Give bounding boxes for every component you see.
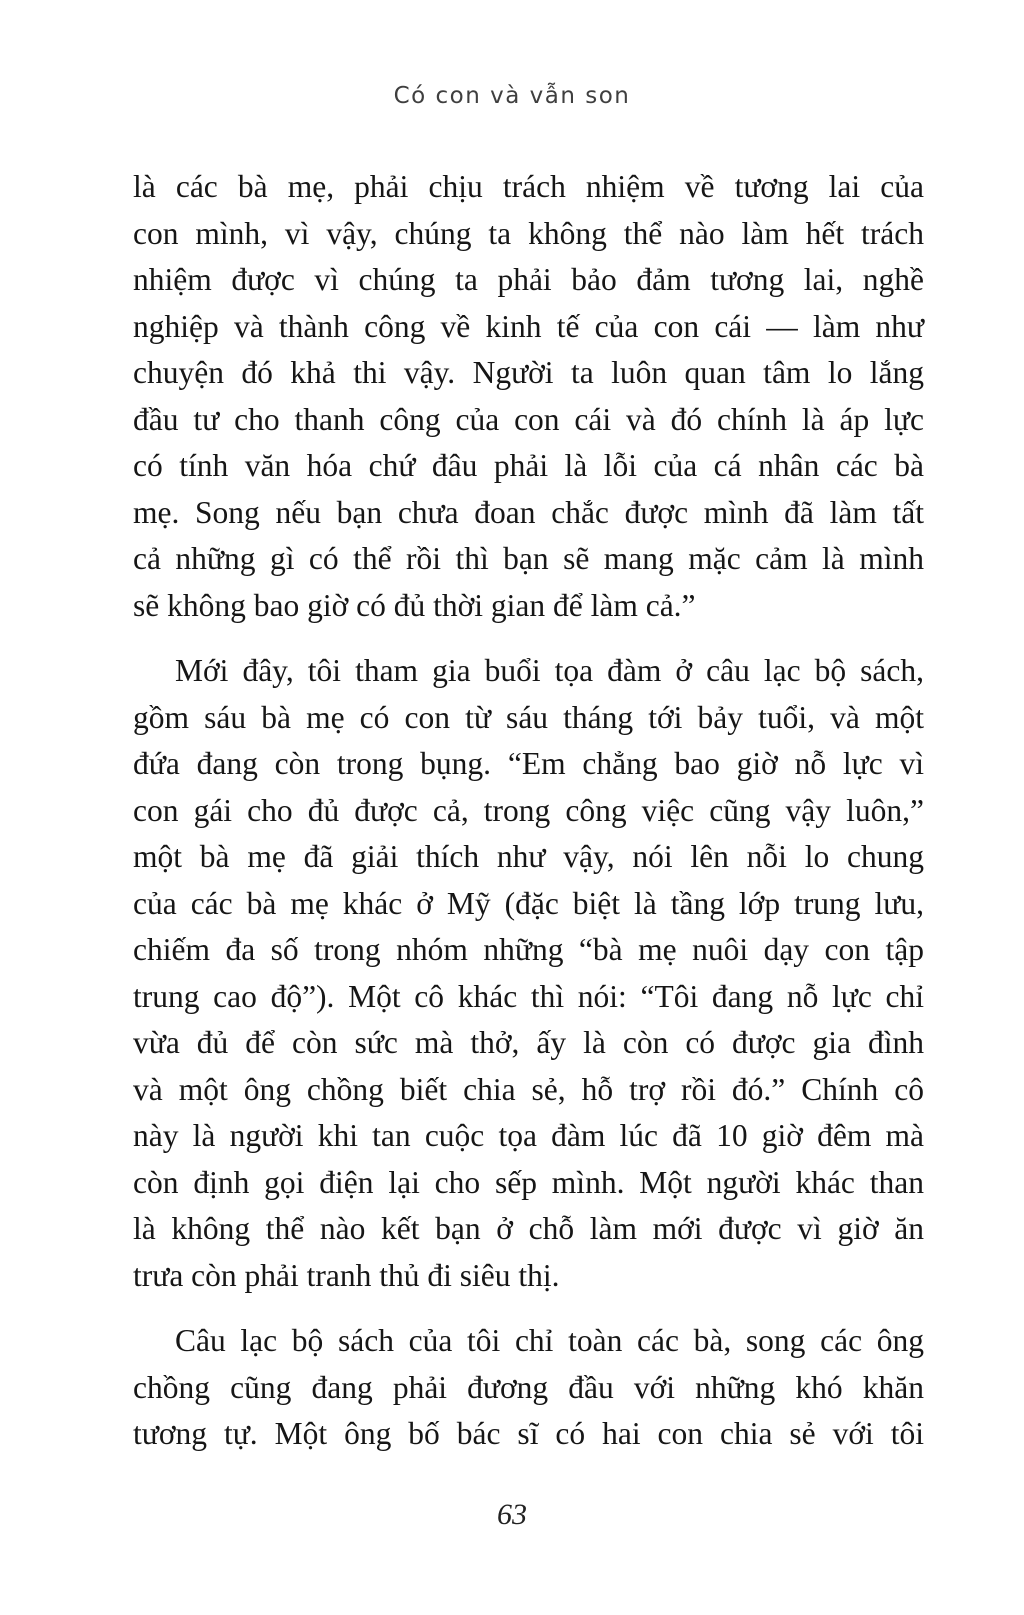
text-line: vừa đủ để còn sức mà thở, ấy là còn có được gia đình: [133, 1025, 924, 1060]
text-line: con mình, vì vậy, chúng ta không thể nào làm hết trách: [133, 215, 924, 251]
text-line: sẽ không bao giờ có đủ thời gian để làm cả.”: [133, 587, 696, 623]
text-line: đầu tư cho thanh công của con cái và đó chính là áp lực: [133, 401, 924, 437]
paragraph: [133, 1318, 924, 1458]
text-line: chồng cũng đang phải đương đầu với những khó khăn: [133, 1369, 924, 1405]
text-line: tương tự. Một ông bố bác sĩ có hai con chia sẻ với tôi: [133, 1416, 924, 1451]
text-line: con gái cho đủ được cả, trong công việc cũng vậy luôn,”: [133, 792, 924, 828]
text-line: cả những gì có thể rồi thì bạn sẽ mang mặc cảm là mình: [133, 541, 924, 576]
paragraph: [133, 164, 924, 629]
text-line: và một ông chồng biết chia sẻ, hỗ trợ rồi đó.” Chính cô: [133, 1071, 924, 1107]
text-line: chuyện đó khả thi vậy. Người ta luôn quan tâm lo lắng: [133, 355, 924, 390]
text-line: nhiệm được vì chúng ta phải bảo đảm tương lai, nghề: [133, 262, 924, 297]
text-line: mẹ. Song nếu bạn chưa đoan chắc được mình đã làm tất: [133, 494, 924, 530]
text-line: gồm sáu bà mẹ có con từ sáu tháng tới bảy tuổi, và một: [133, 699, 924, 735]
running-header: Có con và vẫn son: [393, 83, 631, 109]
text-line: đứa đang còn trong bụng. “Em chẳng bao giờ nỗ lực vì: [133, 746, 924, 781]
text-line: trưa còn phải tranh thủ đi siêu thị.: [133, 1257, 560, 1293]
text-line: còn định gọi điện lại cho sếp mình. Một người khác than: [133, 1164, 924, 1200]
page-body: [133, 164, 924, 1458]
text-line: trung cao độ”). Một cô khác thì nói: “Tôi đang nỗ lực chỉ: [133, 978, 924, 1014]
text-line: này là người khi tan cuộc tọa đàm lúc đã 10 giờ đêm mà: [133, 1118, 924, 1153]
text-line: là không thể nào kết bạn ở chỗ làm mới được vì giờ ăn: [133, 1211, 924, 1246]
text-line: là các bà mẹ, phải chịu trách nhiệm về tương lai của: [133, 169, 924, 204]
text-line: Mới đây, tôi tham gia buổi tọa đàm ở câu lạc bộ sách,: [175, 653, 924, 688]
text-line: Câu lạc bộ sách của tôi chỉ toàn các bà, song các ông: [175, 1323, 924, 1358]
text-line: nghiệp và thành công về kinh tế của con cái — làm như: [133, 308, 924, 344]
text-line: một bà mẹ đã giải thích như vậy, nói lên nỗi lo chung: [133, 839, 924, 874]
text-line: chiếm đa số trong nhóm những “bà mẹ nuôi dạy con tập: [133, 932, 924, 967]
text-line: của các bà mẹ khác ở Mỹ (đặc biệt là tầng lớp trung lưu,: [133, 885, 924, 921]
paragraph: [133, 648, 924, 1299]
page-number: 63: [497, 1498, 527, 1531]
text-line: có tính văn hóa chứ đâu phải là lỗi của cá nhân các bà: [133, 448, 924, 483]
